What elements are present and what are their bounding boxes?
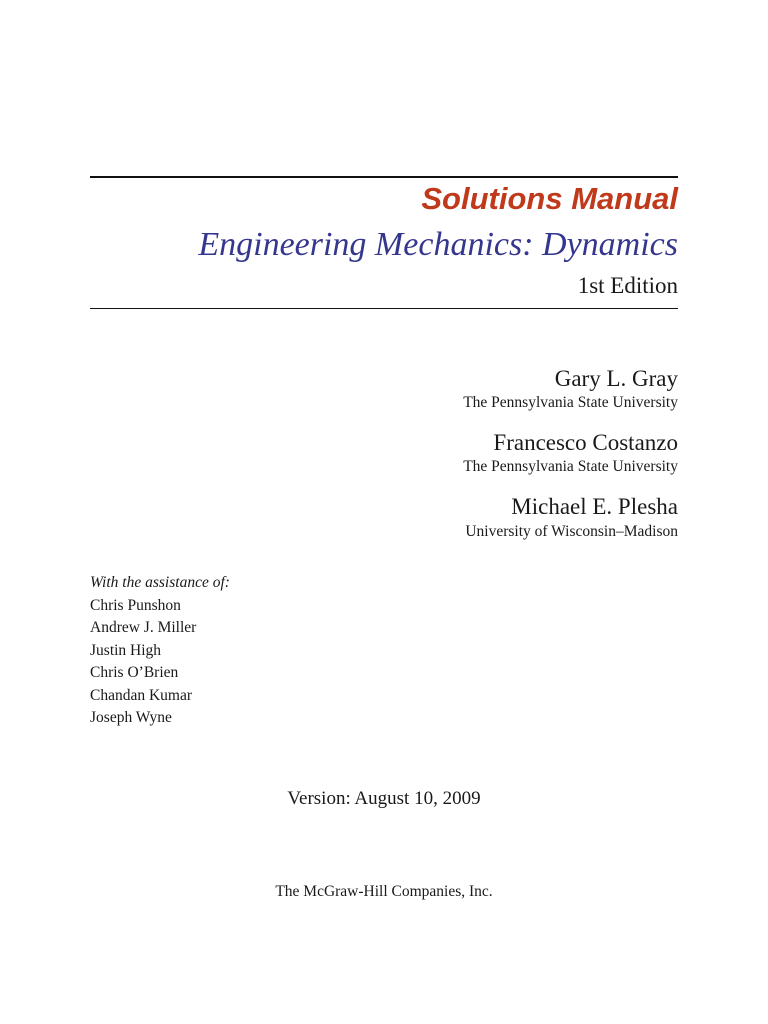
book-title: Engineering Mechanics: Dynamics (198, 226, 678, 263)
assistant-name: Joseph Wyne (90, 709, 172, 726)
edition: 1st Edition (577, 273, 678, 298)
author-affiliation-2: The Pennsylvania State University (463, 458, 678, 475)
assistant-name: Chandan Kumar (90, 686, 193, 704)
assistant-name: Chris O’Brien (90, 664, 179, 681)
top-rule (90, 176, 678, 178)
assistance-list (90, 572, 230, 730)
version-date: Version: August 10, 2009 (287, 788, 481, 809)
author-name-3: Michael E. Plesha (511, 494, 678, 519)
manual-title: Solutions Manual (421, 181, 678, 216)
publisher: The McGraw-Hill Companies, Inc. (275, 883, 493, 900)
assistant-name: Chris Punshon (90, 596, 181, 614)
bottom-rule (90, 308, 678, 309)
assistant-name: Justin High (90, 641, 162, 659)
author-name-1: Gary L. Gray (554, 366, 678, 391)
assistance-heading: With the assistance of: (90, 574, 230, 591)
author-affiliation-1: The Pennsylvania State University (463, 394, 678, 411)
assistant-name: Andrew J. Miller (90, 619, 197, 636)
author-affiliation-3: University of Wisconsin–Madison (465, 523, 678, 540)
author-name-2: Francesco Costanzo (493, 430, 678, 455)
